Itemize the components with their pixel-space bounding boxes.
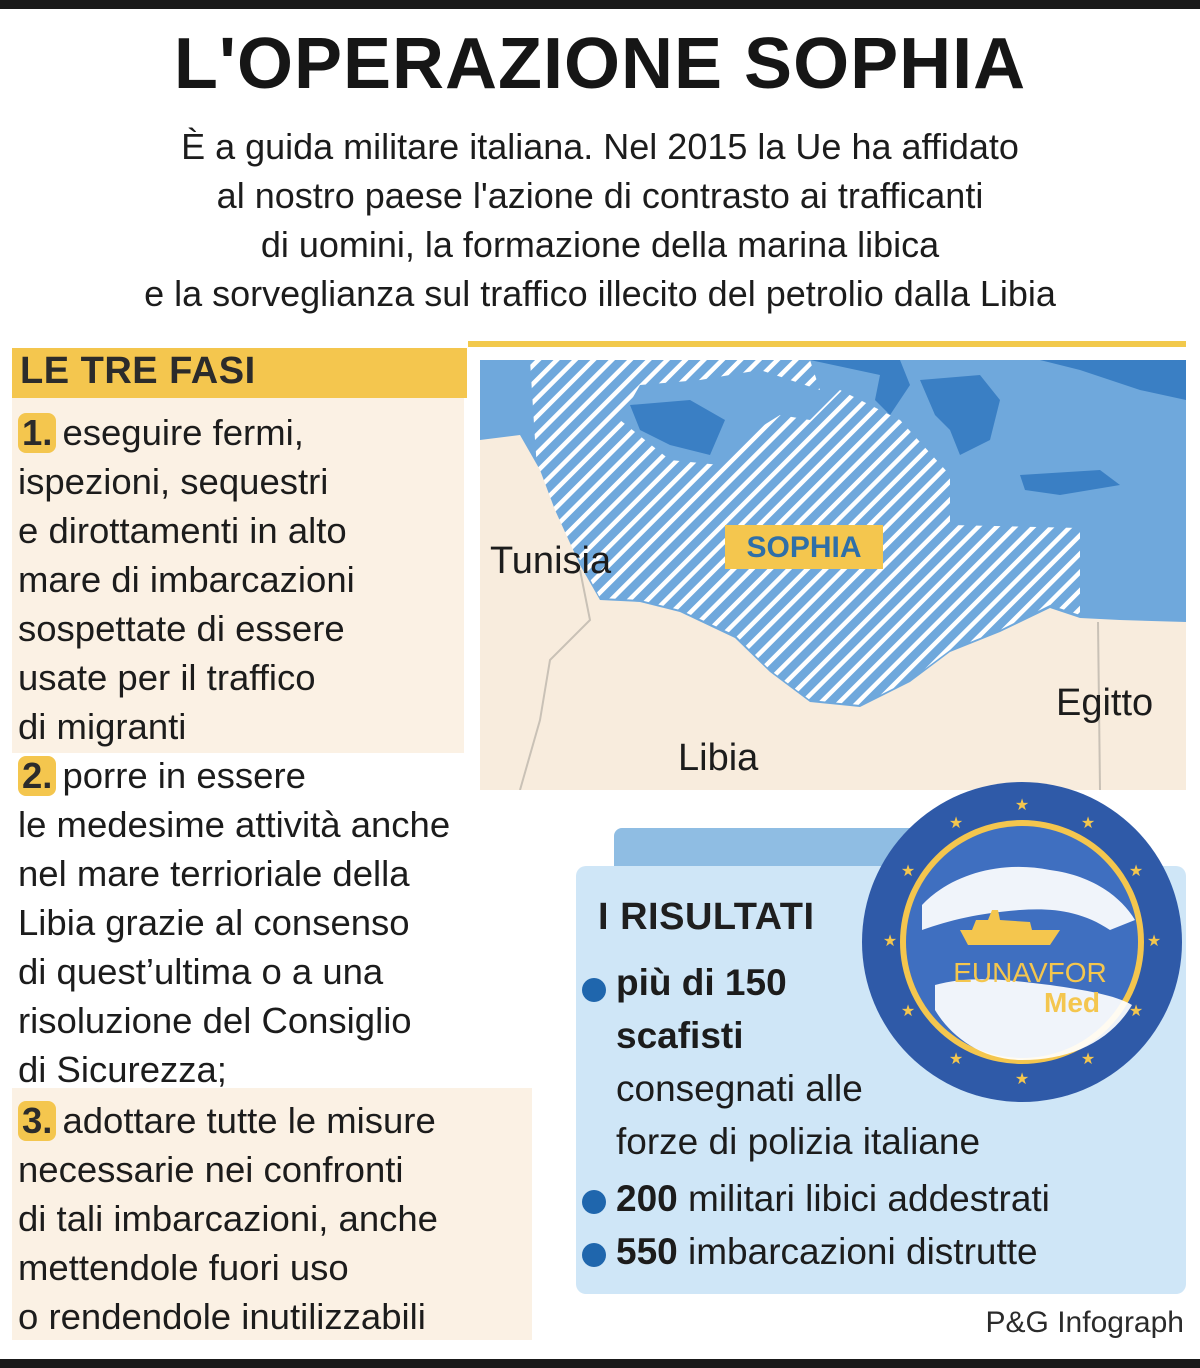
phase-line: mare di imbarcazioni — [18, 559, 355, 600]
phase-line: risoluzione del Consiglio — [18, 1000, 412, 1041]
svg-text:★: ★ — [1146, 931, 1162, 950]
phase-line: e dirottamenti in alto — [18, 510, 347, 551]
bullet-icon — [582, 1243, 606, 1267]
phase-3 — [18, 1096, 438, 1341]
eunavfor-med-logo — [860, 780, 1185, 1105]
svg-text:★: ★ — [882, 931, 898, 950]
svg-text:★: ★ — [900, 861, 916, 880]
phase-line: o rendendole inutilizzabili — [18, 1296, 426, 1337]
logo-text-med: Med — [1044, 987, 1100, 1018]
phase-line: ispezioni, sequestri — [18, 461, 329, 502]
phases-header-label: LE TRE FASI — [20, 350, 256, 392]
subtitle — [20, 122, 1180, 318]
phase-line: usate per il traffico — [18, 657, 316, 698]
bullet-icon — [582, 978, 606, 1002]
svg-text:★: ★ — [948, 813, 964, 832]
result-highlight: 200 — [616, 1178, 678, 1219]
gold-divider — [468, 341, 1186, 347]
result-item-2 — [616, 1172, 1050, 1225]
sophia-label: SOPHIA — [746, 531, 862, 564]
phase-line: le medesime attività anche — [18, 804, 451, 845]
phase-line: Libia grazie al consenso — [18, 902, 410, 943]
svg-text:★: ★ — [1128, 861, 1144, 880]
top-rule — [0, 0, 1200, 9]
phase-line: di quest’ultima o a una — [18, 951, 384, 992]
svg-text:★: ★ — [1128, 1001, 1144, 1020]
phase-line: eseguire fermi, — [62, 412, 304, 453]
phase-1 — [18, 408, 355, 751]
phase-line: necessarie nei confronti — [18, 1149, 404, 1190]
phase-line: mettendole fuori uso — [18, 1247, 349, 1288]
svg-text:★: ★ — [948, 1049, 964, 1068]
svg-text:★: ★ — [1080, 813, 1096, 832]
result-text: imbarcazioni distrutte — [677, 1231, 1038, 1272]
phase-number: 2. — [18, 756, 56, 796]
result-text: militari libici addestrati — [677, 1178, 1050, 1219]
result-item-3 — [616, 1225, 1038, 1278]
phase-number: 1. — [18, 413, 56, 453]
subtitle-line: al nostro paese l'azione di contrasto ai trafficanti — [216, 175, 984, 216]
egitto-label: Egitto — [1056, 682, 1154, 724]
phases-header — [12, 348, 467, 398]
result-text: forze di polizia italiane — [616, 1121, 981, 1162]
phase-number: 3. — [18, 1101, 56, 1141]
phase-line: di tali imbarcazioni, anche — [18, 1198, 438, 1239]
tunisia-label: Tunisia — [490, 540, 612, 582]
result-highlight: più di 150 — [616, 962, 787, 1003]
bottom-rule — [0, 1359, 1200, 1368]
result-highlight: 550 — [616, 1231, 678, 1272]
credit-label: P&G Infograph — [985, 1306, 1184, 1339]
result-text: consegnati alle — [616, 1068, 863, 1109]
subtitle-line: di uomini, la formazione della marina libica — [260, 224, 940, 265]
phase-line: sospettate di essere — [18, 608, 345, 649]
svg-text:★: ★ — [1014, 1069, 1030, 1088]
result-highlight: scafisti — [616, 1015, 744, 1056]
page-title: L'OPERAZIONE SOPHIA — [173, 24, 1027, 104]
svg-text:★: ★ — [1014, 795, 1030, 814]
phase-line: porre in essere — [62, 755, 306, 796]
phase-line: di migranti — [18, 706, 187, 747]
logo-text-eunavfor: EUNAVFOR — [953, 957, 1107, 988]
libia-label: Libia — [678, 737, 759, 779]
mediterranean-map — [480, 360, 1186, 790]
svg-text:★: ★ — [900, 1001, 916, 1020]
bullet-icon — [582, 1190, 606, 1214]
results-title: I RISULTATI — [598, 896, 815, 938]
phase-line: nel mare terrioriale della — [18, 853, 410, 894]
phase-line: di Sicurezza; — [18, 1049, 227, 1090]
svg-text:★: ★ — [1080, 1049, 1096, 1068]
subtitle-line: e la sorveglianza sul traffico illecito del petrolio dalla Libia — [144, 273, 1056, 314]
phase-line: adottare tutte le misure — [62, 1100, 436, 1141]
phase-2 — [18, 751, 450, 1094]
subtitle-line: È a guida militare italiana. Nel 2015 la Ue ha affidato — [181, 126, 1019, 167]
